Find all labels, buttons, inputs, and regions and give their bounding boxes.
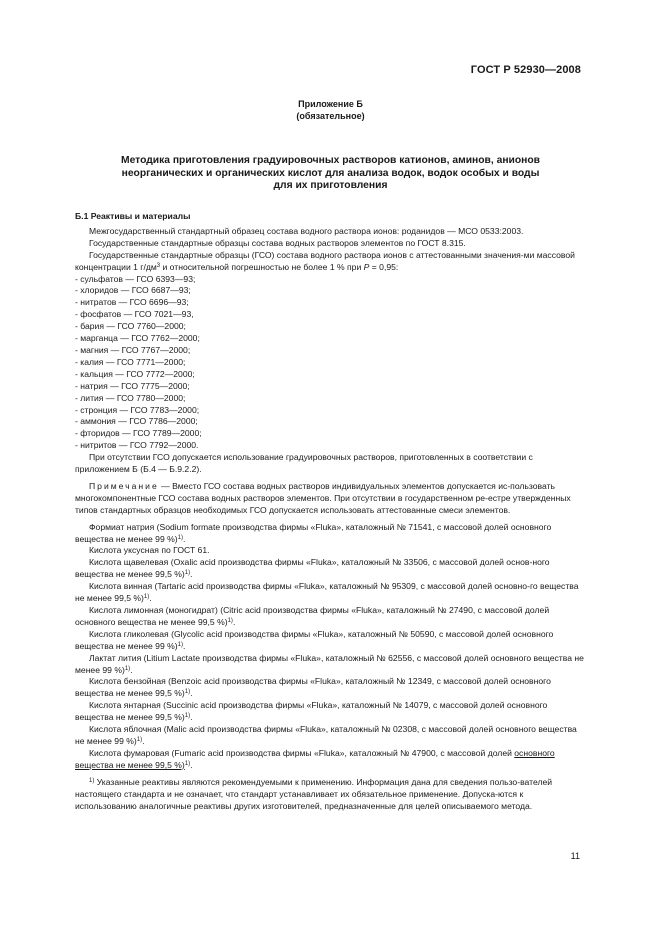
- list-item: - стронция — ГСО 7783—2000;: [75, 404, 200, 415]
- annex-title: Приложение Б: [298, 99, 363, 109]
- list-item: - лития — ГСО 7780—2000;: [75, 392, 186, 403]
- reagent-item: Кислота лимонная (моногидрат) (Citric acid производства фирмы «Fluka», каталожный № 27490, с массовой долей основного вещества не менее 99,5 %)$^{1)}$.: [75, 605, 550, 627]
- paragraph: Государственные стандартные образцы состава водных растворов элементов по ГОСТ 8.315.: [89, 237, 466, 248]
- list-item: - фосфатов — ГСО 7021—93,: [75, 309, 194, 320]
- document-body: [75, 211, 586, 812]
- document-title: [75, 155, 586, 193]
- annex-heading: [0, 98, 661, 122]
- list-item: - сульфатов — ГСО 6393—93;: [75, 273, 196, 284]
- reagent-item: Кислота яблочная (Malic acid производства фирмы «Fluka», каталожный № 02308, с массовой долей основного вещества не менее 99 %)$^{1)}$.: [75, 724, 577, 746]
- gso-list: [75, 274, 586, 453]
- title-line-1: Методика приготовления градуировочных растворов катионов, аминов, анионов: [121, 155, 540, 166]
- reagent-item: Формиат натрия (Sodium formate производства фирмы «Fluka», каталожный № 71541, с массовой долей основного вещества не менее 99 %)$^{1)}$.: [75, 521, 552, 544]
- reagent-item: Кислота щавелевая (Oxalic acid производства фирмы «Fluka», каталожный № 33506, с массовой долей основ-ного вещества не менее 99,5 %)$^{1)}$.: [75, 557, 550, 580]
- reagent-item: Кислота гликолевая (Glycolic acid производства фирмы «Fluka», каталожный № 50590, с массовой долей основного вещества не менее 99 %)$^{1)}$.: [75, 628, 554, 651]
- list-item: - бария — ГСО 7760—2000;: [75, 321, 186, 332]
- reagent-item: Кислота фумаровая (Fumaric acid производства фирмы «Fluka», каталожный № 47900, с массовой долей основного вещества не менее 99,5 %)$^{1)}$.: [75, 747, 555, 770]
- reagent-item: Лактат лития (Litium Lactate производства фирмы «Fluka», каталожный № 62556, с массовой долей основного вещества не менее 99 %)$^{1)}$.: [75, 652, 584, 675]
- paragraph-absence: При отсутствии ГСО допускается использование градуировочных растворов, приготовленных в соответствии с приложением Б (Б.4 — Б.9.2.2).: [75, 452, 533, 475]
- list-item: - калия — ГСО 7771—2000;: [75, 356, 186, 367]
- list-item: - хлоридов — ГСО 6687—93;: [75, 285, 191, 296]
- paragraph: Государственные стандартные образцы (ГСО) состава водного раствора ионов с аттестованными значения-ми массовой концентрации 1 $г/дм^3$ и относительной погрешностью не более 1 % при P = 0,95:: [75, 249, 575, 272]
- standard-number: ГОСТ Р 52930—2008: [470, 64, 581, 76]
- annex-status: (обязательное): [296, 111, 365, 121]
- list-item: - нитритов — ГСО 7792—2000.: [75, 440, 199, 451]
- list-item: - марганца — ГСО 7762—2000;: [75, 333, 200, 344]
- title-line-3: для их приготовления: [273, 180, 388, 191]
- list-item: - нитратов — ГСО 6696—93;: [75, 297, 189, 308]
- list-item: - фторидов — ГСО 7789—2000;: [75, 428, 202, 439]
- section-heading: Б.1 Реактивы и материалы: [75, 211, 191, 221]
- list-item: - кальция — ГСО 7772—2000;: [75, 368, 195, 379]
- note-label: Примечание: [89, 480, 159, 491]
- list-item: - аммония — ГСО 7786—2000;: [75, 416, 198, 427]
- reagent-item: Кислота янтарная (Succinic acid производства фирмы «Fluka», каталожный № 14079, с массовой долей основного вещества не менее 99,5 %)$^{1)}$.: [75, 700, 548, 723]
- paragraph: Межгосударственный стандартный образец состава водного раствора ионов: роданидов — МСО 0533:2003.: [89, 225, 524, 236]
- title-line-2: неорганических и органических кислот для анализа водок, водок особых и воды: [121, 167, 540, 179]
- reagent-item: Кислота бензойная (Benzoic acid производства фирмы «Fluka», каталожный № 12349, с массовой долей основного вещества не менее 99,5 %)$^{1)}$.: [75, 676, 551, 699]
- list-item: - натрия — ГСО 7775—2000;: [75, 380, 190, 391]
- footnote: $^{1)}$ Указанные реактивы являются рекомендуемыми к применению. Информация дана для сведения пользо-вателей настоящего стандарта и не означает, что стандарт устанавливает их обязательное применение. Допуска-ются к использованию аналогичные реактивы других изготовителей, предназначенные для целей описываемого метода.: [75, 776, 553, 811]
- list-item: - магния — ГСО 7767—2000;: [75, 344, 191, 355]
- page-number: 11: [570, 851, 580, 861]
- footnote-mark: 1): [89, 777, 95, 784]
- reagent-item: Кислота уксусная по ГОСТ 61.: [89, 545, 210, 556]
- reagent-item: Кислота винная (Tartaric acid производства фирмы «Fluka», каталожный № 95309, с массовой долей основно-го вещества не менее 99,5 %)$^{1)}$.: [75, 581, 579, 604]
- note: Примечание — Вместо ГСО состава водных растворов индивидуальных элементов допускается ис-пользовать многокомпонентные ГСО состава водных растворов элементов. При отсутствии в государственном ре-естре утвержденных типов стандартных образцов необходимых ГСО допускается использовать аттестованные смеси элементов.: [75, 480, 571, 515]
